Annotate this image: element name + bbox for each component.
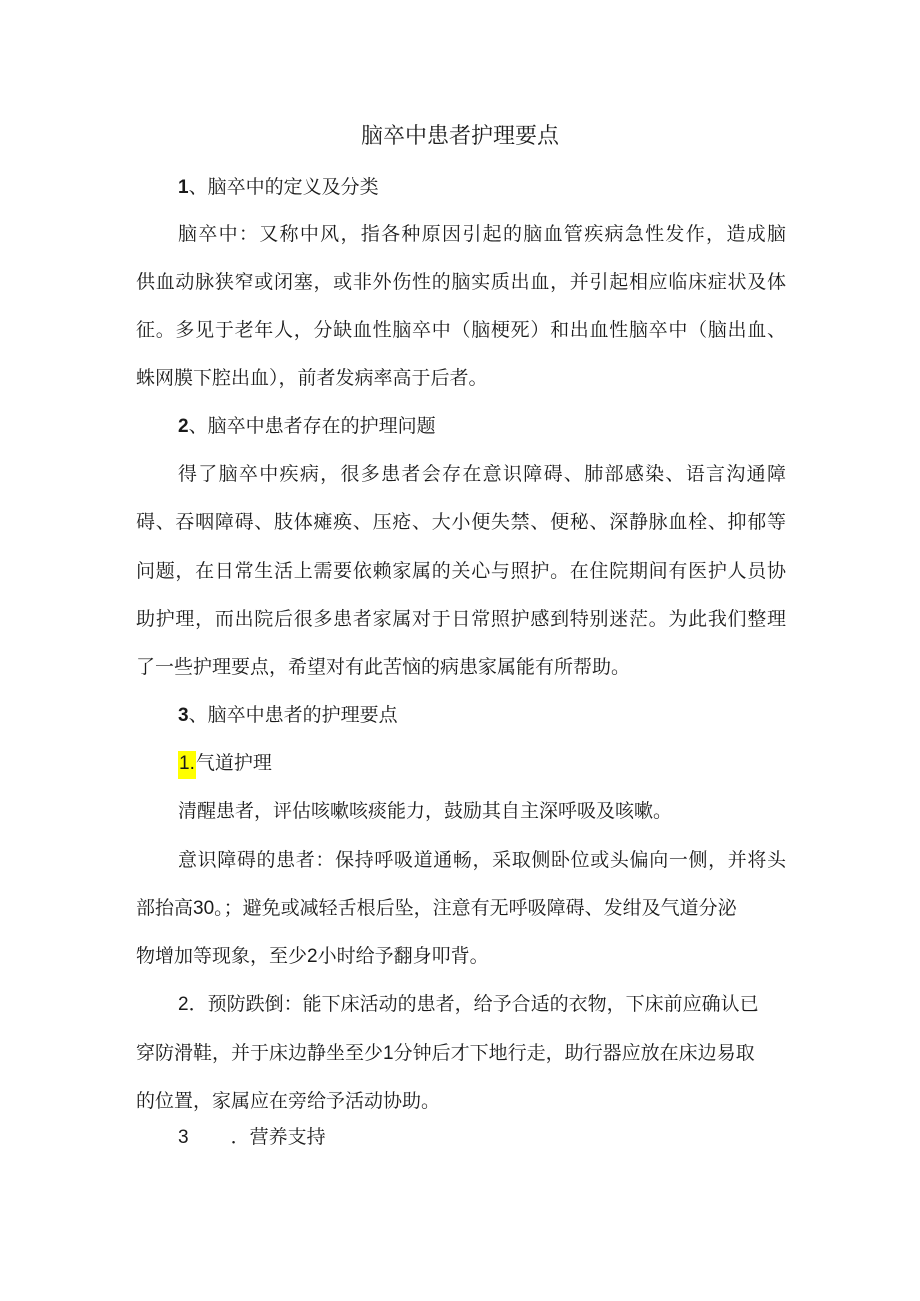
paragraph-line: 碍、吞咽障碍、肢体瘫痪、压疮、大小便失禁、便秘、深静脉血栓、抑郁等 — [136, 511, 786, 533]
number-run: 30 — [193, 898, 215, 919]
section-heading-3 — [178, 700, 398, 731]
number-run: 2 — [307, 946, 318, 967]
paragraph-line: 意识障碍的患者：保持呼吸道通畅，采取侧卧位或头偏向一侧，并将头 — [178, 849, 786, 871]
paragraph-line — [136, 941, 489, 972]
item-2-line — [178, 989, 759, 1020]
text-run: 小时给予翻身叩背。 — [317, 945, 489, 967]
subsection-title: 气道护理 — [195, 752, 272, 774]
item-3-line — [178, 1122, 326, 1153]
number-run: 1 — [383, 1043, 394, 1064]
section-heading-2 — [178, 411, 436, 442]
item-number: 2 — [178, 994, 189, 1015]
item-number: 3 — [178, 1127, 189, 1148]
paragraph-line: 征。多见于老年人，分缺血性脑卒中（脑梗死）和出血性脑卒中（脑出血、 — [136, 319, 786, 341]
text-run: 物增加等现象，至少 — [136, 945, 308, 967]
paragraph-line: 蛛网膜下腔出血），前者发病率高于后者。 — [136, 367, 488, 389]
paragraph-line: 供血动脉狭窄或闭塞，或非外伤性的脑实质出血，并引起相应临床症状及体 — [136, 271, 786, 293]
item-title: ．营养支持 — [230, 1126, 326, 1148]
paragraph-line: 清醒患者，评估咳嗽咳痰能力，鼓励其自主深呼吸及咳嗽。 — [178, 800, 673, 822]
paragraph-line: 助护理，而出院后很多患者家属对于日常照护感到特别迷茫。为此我们整理 — [136, 608, 786, 630]
paragraph-line: 的位置，家属应在旁给予活动协助。 — [136, 1090, 441, 1112]
text-run: 部抬高 — [136, 897, 194, 919]
paragraph-line: 问题，在日常生活上需要依赖家属的关心与照护。在住院期间有医护人员协 — [136, 560, 786, 582]
section-heading-1 — [178, 172, 379, 203]
section-title: 、脑卒中的定义及分类 — [188, 176, 379, 198]
paragraph-line — [136, 1038, 755, 1069]
section-title: 、脑卒中患者的护理要点 — [188, 704, 398, 726]
subsection-heading-1 — [178, 748, 272, 779]
paragraph-line — [136, 893, 737, 924]
section-title: 、脑卒中患者存在的护理问题 — [188, 415, 436, 437]
text-run: 穿防滑鞋，并于床边静坐至少 — [136, 1042, 384, 1064]
page-title: 脑卒中患者护理要点 — [360, 124, 559, 149]
text-run: ．预防跌倒：能下床活动的患者，给予合适的衣物，下床前应确认已 — [188, 993, 759, 1015]
paragraph-line: 脑卒中：又称中风，指各种原因引起的脑血管疾病急性发作，造成脑 — [178, 223, 786, 245]
paragraph-line: 得了脑卒中疾病，很多患者会存在意识障碍、肺部感染、语言沟通障 — [178, 463, 786, 485]
section-number: 1 — [178, 177, 189, 198]
text-run: 分钟后才下地行走，助行器应放在床边易取 — [393, 1042, 755, 1064]
section-number: 3 — [178, 705, 189, 726]
text-run: 。；避免或减轻舌根后坠，注意有无呼吸障碍、发绀及气道分泌 — [214, 897, 737, 919]
section-number: 2 — [178, 416, 189, 437]
paragraph-line: 了一些护理要点，希望对有此苦恼的病患家属能有所帮助。 — [136, 656, 631, 678]
highlighted-number: 1. — [178, 751, 196, 779]
